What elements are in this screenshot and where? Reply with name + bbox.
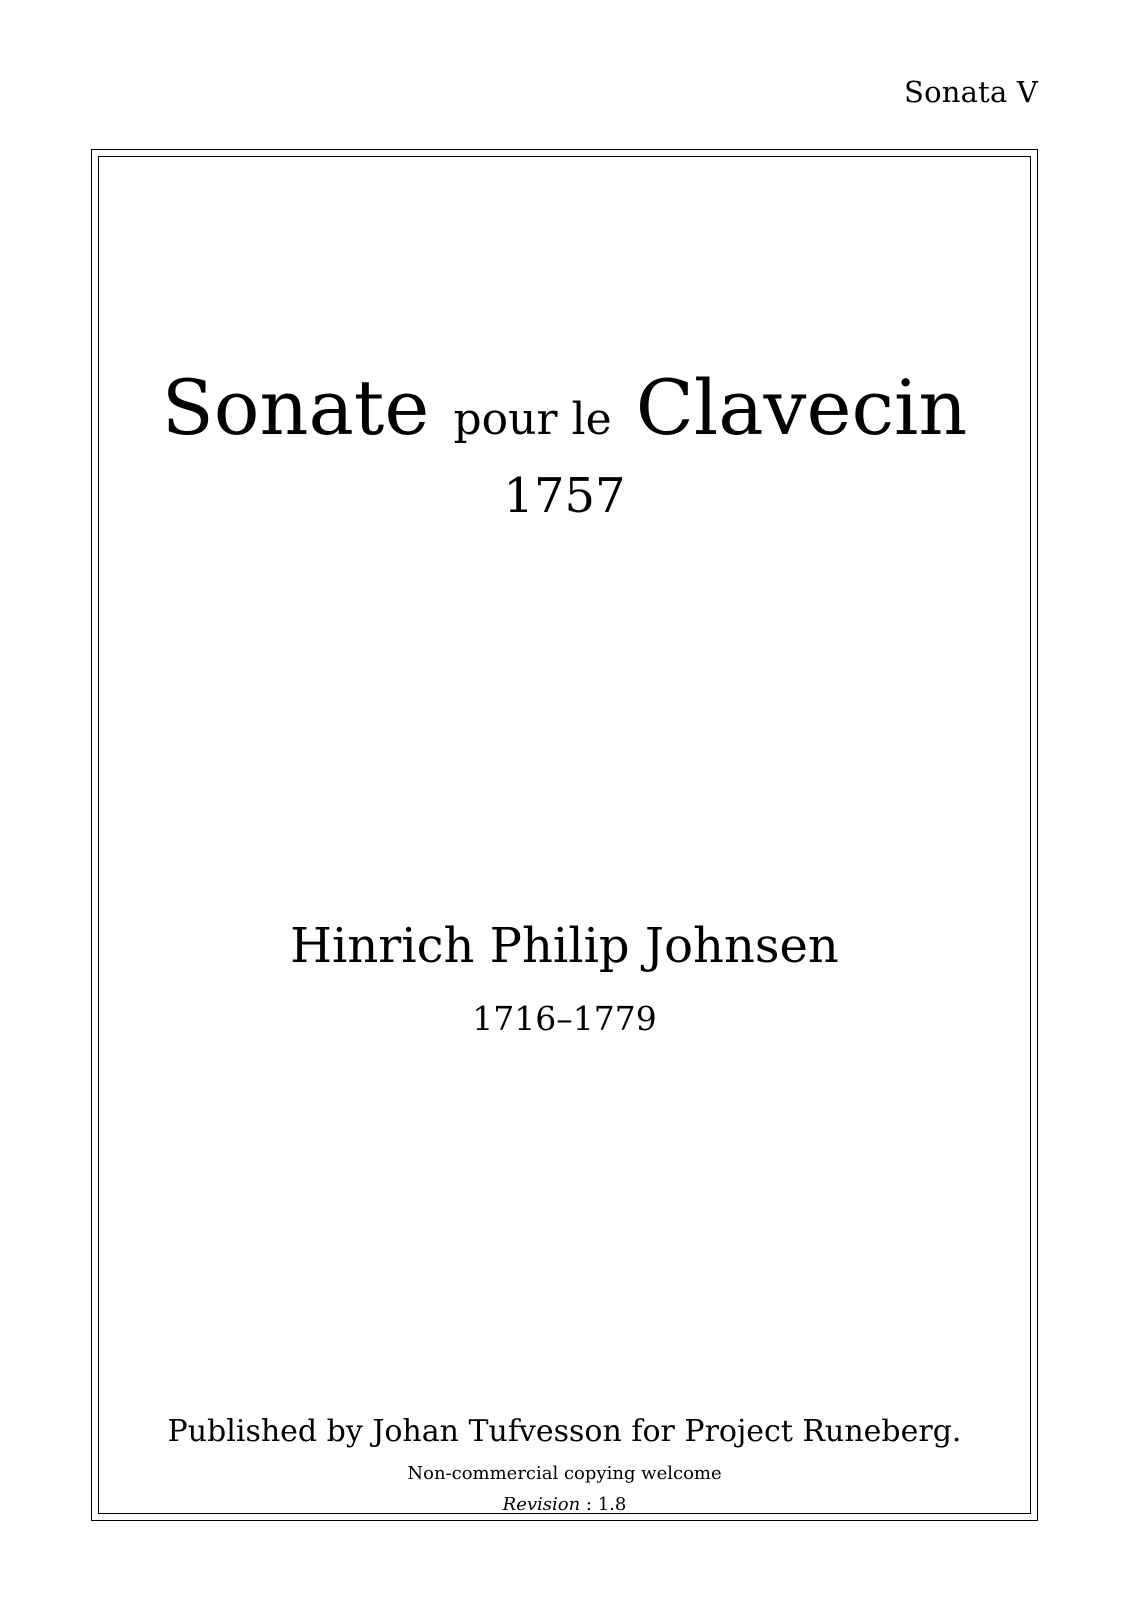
revision-value: 1.8 <box>597 1494 627 1515</box>
composer-dates: 1716–1779 <box>472 999 657 1038</box>
copying-note: Non-commercial copying welcome <box>407 1463 722 1484</box>
title-page-inner-frame <box>98 156 1031 1514</box>
title-word-sonate: Sonate <box>161 363 430 452</box>
publisher-line: Published by Johan Tufvesson for Project Runeberg. <box>167 1414 962 1449</box>
title-page-frame <box>91 149 1038 1521</box>
revision-line <box>99 1496 1030 1514</box>
title-word-clavecin: Clavecin <box>635 363 968 452</box>
revision-label: Revision <box>502 1494 581 1515</box>
page-header: Sonata V <box>904 75 1038 109</box>
title-word-pour-le: pour le <box>453 394 612 445</box>
revision-separator: : <box>580 1494 598 1515</box>
title <box>99 363 1030 452</box>
composition-year: 1757 <box>503 468 626 524</box>
composer-name: Hinrich Philip Johnsen <box>290 918 839 974</box>
